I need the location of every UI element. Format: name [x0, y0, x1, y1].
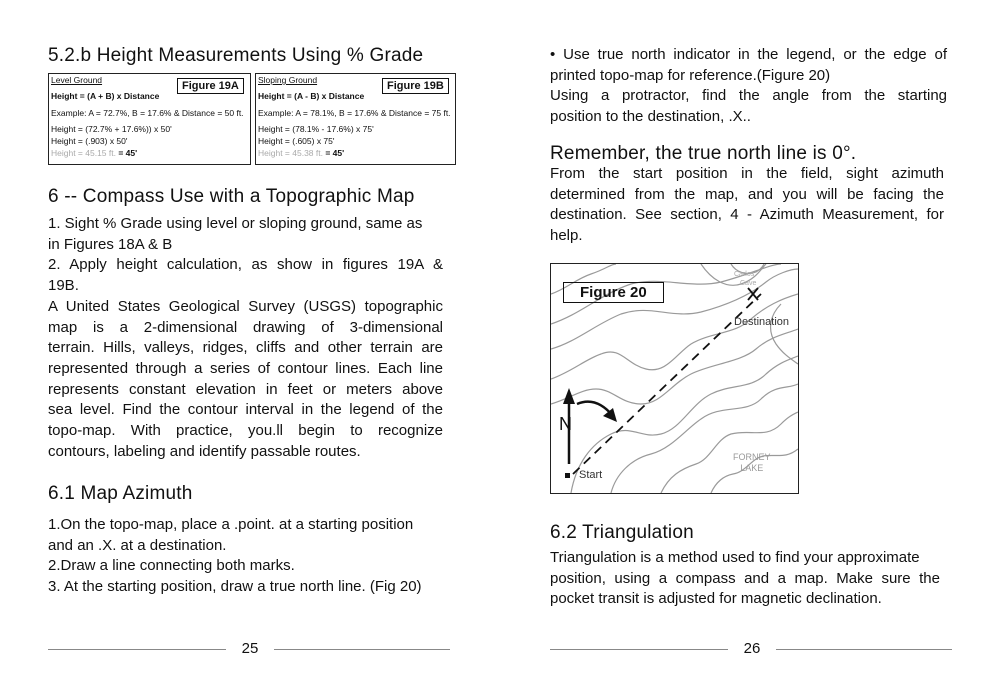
para6-line: A United States Geological Survey (USGS) topographic: [48, 297, 443, 315]
fig19a-ground: Level Ground: [51, 75, 103, 85]
heading-6-2: 6.2 Triangulation: [550, 522, 694, 543]
angle-arrow-icon: [603, 408, 617, 422]
heading-6: 6 -- Compass Use with a Topographic Map: [48, 186, 415, 207]
remember-line: determined from the map, and you will be facing the: [550, 185, 944, 203]
para6-line: terrain. Hills, valleys, ridges, cliffs and other terrain are: [48, 339, 443, 357]
fig19b-result: Height = 45.38 ft. = 45': [258, 148, 345, 158]
heading-6-1: 6.1 Map Azimuth: [48, 483, 193, 504]
top-line: printed topo-map for reference.(Figure 20): [550, 66, 831, 84]
fig19a-line1: Height = (72.7% + 17.6%)) x 50': [51, 124, 172, 134]
para6-line: 1. Sight % Grade using level or sloping ground, same as: [48, 215, 423, 232]
fig19b-example: Example: A = 78.1%, B = 17.6% & Distance = 75 ft.: [258, 108, 451, 118]
remember-line: destination. See section, 4 - Azimuth Measurement, for: [550, 206, 944, 224]
heading-5-2-b: 5.2.b Height Measurements Using % Grade: [48, 45, 424, 66]
para6-line: represented through a series of contour lines. Each line: [48, 359, 443, 377]
fig19b-ground: Sloping Ground: [258, 75, 318, 85]
para62-line: position, using a compass and a map. Make sure the: [550, 569, 940, 587]
paragraph-6-1: [48, 515, 458, 598]
page-number-25: 25: [241, 640, 259, 657]
figure-20-map: [550, 263, 799, 494]
para6-line: 19B.: [48, 277, 79, 295]
footer-rule-left: [550, 649, 728, 650]
para6-line: 2. Apply height calculation, as show in figures 19A &: [48, 256, 443, 274]
footer-rule-left: [48, 649, 226, 650]
fig19a-label: Figure 19A: [177, 78, 244, 94]
forney-lake-label: FORNEY LAKE: [733, 452, 771, 473]
destination-label: Destination: [734, 316, 790, 328]
figure-19a: [48, 73, 251, 165]
north-arrow-icon: [563, 388, 575, 404]
paragraph-remember: [550, 164, 944, 247]
remember-heading: Remember, the true north line is 0°.: [550, 143, 857, 164]
para61-line: 1.On the topo-map, place a .point. at a starting position: [48, 516, 414, 533]
start-point-icon: [565, 473, 570, 478]
para6-line: contours, labeling and identify passable routes.: [48, 442, 361, 460]
para61-line: 2.Draw a line connecting both marks.: [48, 557, 295, 575]
top-line: position to the destination, .X..: [550, 108, 751, 126]
fig19a-formula: Height = (A + B) x Distance: [51, 91, 160, 101]
fig19a-result: Height = 45.15 ft. = 45': [51, 148, 138, 158]
fig19b-line1: Height = (78.1% - 17.6%) x 75': [258, 124, 374, 134]
remember-line: From the start position in the field, sight azimuth: [550, 165, 944, 182]
para6-line: represents constant elevation in feet or meters above: [48, 380, 443, 398]
figure-19b: [255, 73, 456, 165]
para61-line: and an .X. at a destination.: [48, 536, 227, 554]
footer-rule-right: [776, 649, 952, 650]
fig20-label: Figure 20: [563, 282, 664, 303]
para61-line: 3. At the starting position, draw a true north line. (Fig 20): [48, 578, 422, 596]
fig19a-line2: Height = (.903) x 50': [51, 136, 128, 146]
page-number-26: 26: [743, 640, 761, 657]
remember-line: help.: [550, 227, 583, 245]
para62-line: Triangulation is a method used to find your approximate: [550, 549, 920, 566]
paragraph-true-north: [550, 45, 947, 128]
north-label: N: [559, 414, 572, 434]
fig19b-label: Figure 19B: [382, 78, 449, 94]
fig19b-formula: Height = (A - B) x Distance: [258, 91, 365, 101]
top-line: Using a protractor, find the angle from the starting: [550, 87, 947, 105]
start-label: Start: [579, 469, 603, 481]
para6-line: in Figures 18A & B: [48, 235, 173, 253]
right-page: [500, 0, 1000, 675]
fig19a-example: Example: A = 72.7%, B = 17.6% & Distance = 50 ft.: [51, 108, 244, 118]
para6-line: sea level. Find the contour interval in the legend of the: [48, 401, 443, 419]
carlos-cave-label: Carlos Cave: [734, 271, 757, 287]
para6-line: topo-map. With practice, you.ll begin to recognize: [48, 422, 443, 440]
fig19b-line2: Height = (.605) x 75': [258, 136, 335, 146]
para6-line: map is a 2-dimensional drawing of 3-dimensional: [48, 318, 443, 336]
footer-rule-right: [274, 649, 450, 650]
paragraph-6: [48, 214, 443, 462]
paragraph-6-2: [550, 548, 940, 610]
top-line: • Use true north indicator in the legend, or the edge of: [550, 46, 947, 63]
para62-line: pocket transit is adjusted for magnetic declination.: [550, 590, 882, 608]
